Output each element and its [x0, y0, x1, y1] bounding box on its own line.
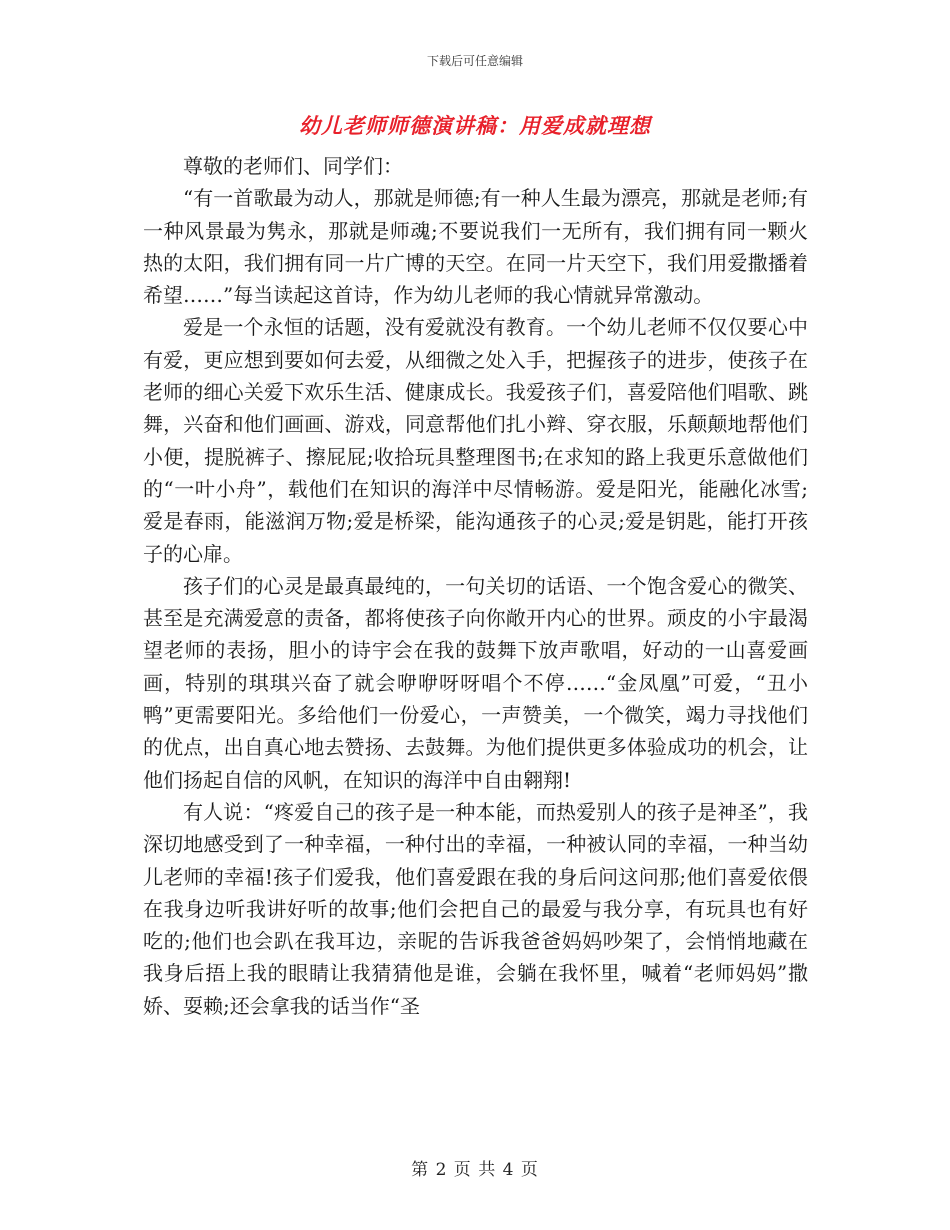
document-body — [143, 150, 808, 1022]
paragraph-poem-quote: “有一首歌最为动人，那就是师德;有一种人生最为漂亮，那就是老师;有一种风景最为隽永，那就是师魂;不要说我们一无所有，我们拥有同一颗火热的太阳，我们拥有同一片广博的天空。在同一片天空下，我们用爱撒播着希望……”每当读起这首诗，作为幼儿老师的我心情就异常激动。 — [143, 186, 808, 308]
paragraph-greeting: 尊敬的老师们、同学们： — [183, 154, 403, 178]
header-note: 下载后可任意编辑 — [426, 54, 523, 68]
paragraph-love-education: 爱是一个永恒的话题，没有爱就没有教育。一个幼儿老师不仅仅要心中有爱，更应想到要如何去爱，从细微之处入手，把握孩子的进步，使孩子在老师的细心关爱下欢乐生活、健康成长。我爱孩子们，喜爱陪他们唱歌、跳舞，兴奋和他们画画、游戏，同意帮他们扎小辫、穿衣服，乐颠颠地帮他们小便，提脱裤子、擦屁屁;收拾玩具整理图书;在求知的路上我更乐意做他们的“一叶小舟”，载他们在知识的海洋中尽情畅游。爱是阳光，能融化冰雪;爱是春雨，能滋润万物;爱是桥梁，能沟通孩子的心灵;爱是钥匙，能打开孩子的心扉。 — [143, 315, 808, 566]
paragraph-happiness: 有人说：“疼爱自己的孩子是一种本能，而热爱别人的孩子是神圣”，我深切地感受到了一种幸福，一种付出的幸福，一种被认同的幸福，一种当幼儿老师的幸福!孩子们爱我，他们喜爱跟在我的身后问这问那;他们喜爱依偎在我身边听我讲好听的故事;他们会把自己的最爱与我分享，有玩具也有好吃的;他们也会趴在我耳边，亲昵的告诉我爸爸妈妈吵架了，会悄悄地藏在我身后捂上我的眼睛让我猜猜他是谁，会躺在我怀里，喊着“老师妈妈”撒娇、耍赖;还会拿我的话当作“圣 — [143, 799, 808, 1018]
paragraph-children-hearts: 孩子们的心灵是最真最纯的，一句关切的话语、一个饱含爱心的微笑、甚至是充满爱意的责备，都将使孩子向你敞开内心的世界。顽皮的小宇最渴望老师的表扬，胆小的诗宇会在我的鼓舞下放声歌唱，好动的一山喜爱画画，特别的琪琪兴奋了就会咿咿呀呀唱个不停……“金凤凰”可爱，“丑小鸭”更需要阳光。多给他们一份爱心，一声赞美，一个微笑，竭力寻找他们的优点，出自真心地去赞扬、去鼓舞。为他们提供更多体验成功的机会，让他们扬起自信的风帆，在知识的海洋中自由翱翔! — [143, 573, 808, 792]
document-title: 幼儿老师师德演讲稿：用爱成就理想 — [299, 113, 651, 138]
page-number: 第 2 页 共 4 页 — [411, 1160, 539, 1180]
